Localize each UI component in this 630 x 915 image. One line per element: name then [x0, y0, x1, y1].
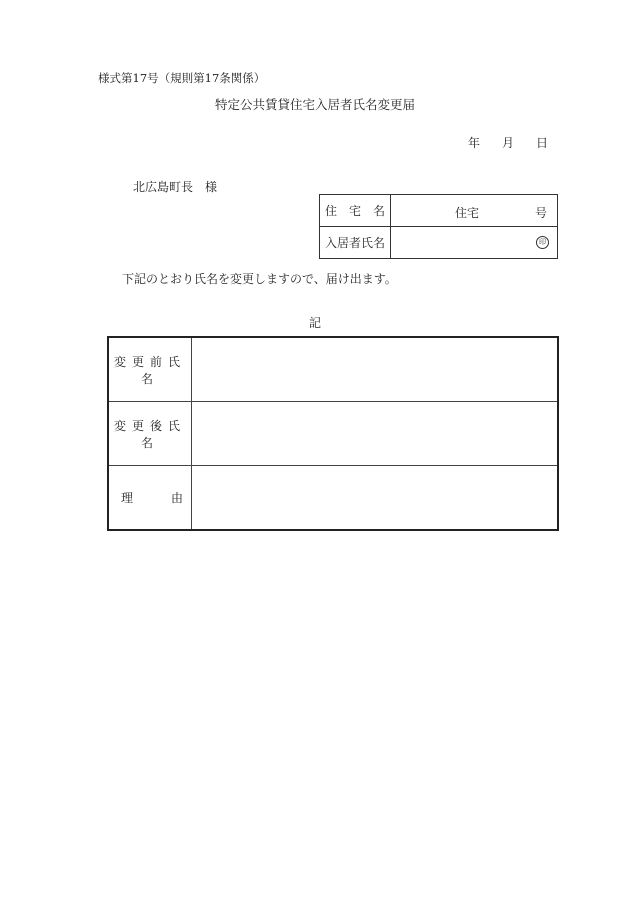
addressee-name: 北広島町長: [133, 180, 194, 194]
before-name-label: 変更前氏名: [108, 337, 192, 402]
document-title: 特定公共賃貸住宅入居者氏名変更届: [214, 97, 415, 112]
seal-icon: 印: [536, 236, 549, 249]
address-label: 住 宅 名: [320, 195, 391, 227]
address-mid: 住宅: [455, 206, 480, 220]
address-row: [320, 195, 558, 227]
month-label: 月: [502, 136, 515, 150]
addressee-honorific: 様: [205, 180, 218, 194]
day-label: 日: [536, 136, 549, 150]
table-row: [108, 337, 558, 402]
applicant-table: [319, 194, 558, 259]
year-label: 年: [468, 136, 481, 150]
form-number: 様式第17号（規則第17条関係）: [98, 71, 266, 85]
reason-label: [108, 466, 192, 531]
change-details-table: [107, 336, 559, 531]
addressee: [133, 178, 217, 195]
address-field[interactable]: [391, 195, 558, 227]
address-suffix: 号: [534, 206, 547, 220]
resident-name-field[interactable]: [391, 227, 558, 259]
reason-label-right: 由: [170, 491, 183, 505]
resident-name-label: 入居者氏名: [320, 227, 391, 259]
date-line: [468, 134, 548, 151]
table-row: [108, 466, 558, 531]
reason-field[interactable]: [192, 466, 559, 531]
table-row: [108, 402, 558, 466]
notice-text: 下記のとおり氏名を変更しますので、届け出ます。: [122, 272, 397, 286]
reason-label-left: 理: [121, 491, 134, 505]
ki-heading: 記: [308, 316, 321, 330]
resident-name-row: [320, 227, 558, 259]
after-name-label: 変更後氏名: [108, 402, 192, 466]
after-name-field[interactable]: [192, 402, 559, 466]
before-name-field[interactable]: [192, 337, 559, 402]
